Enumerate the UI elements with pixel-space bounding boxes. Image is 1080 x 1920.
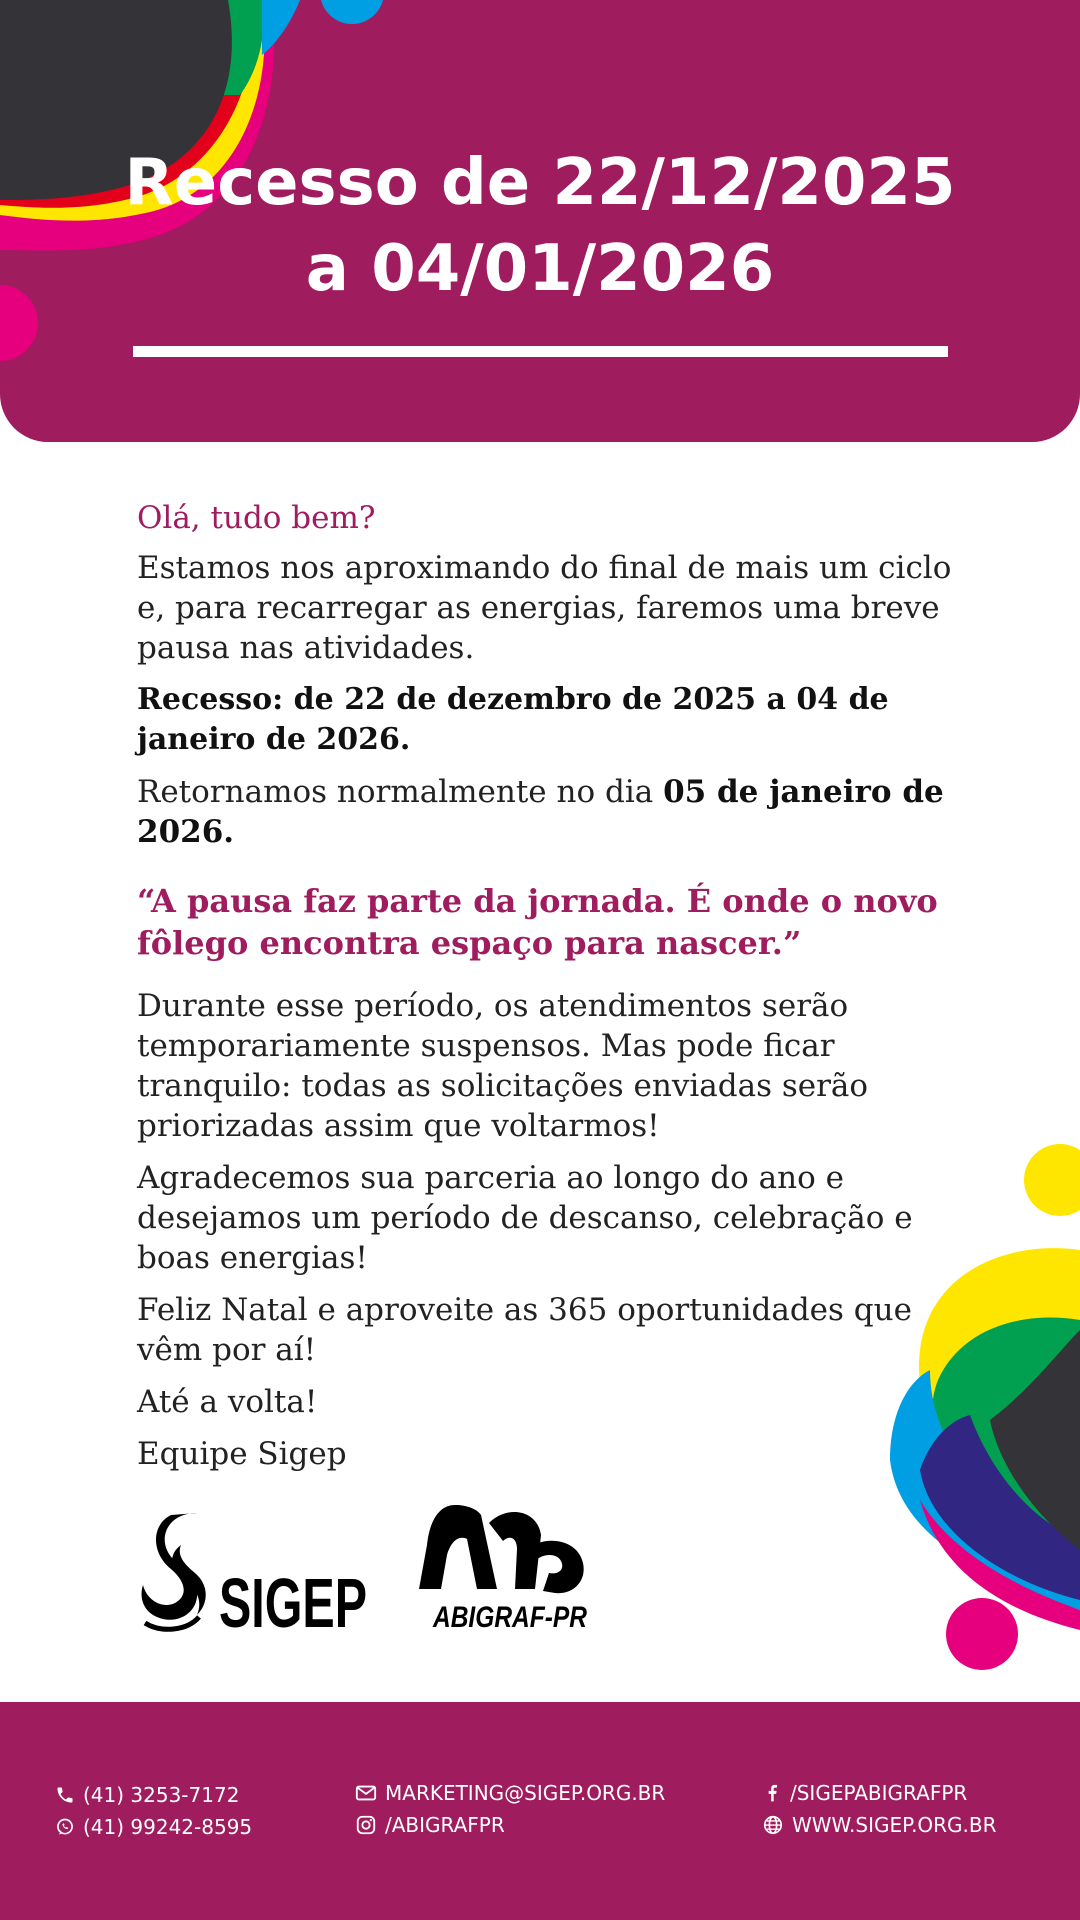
phone-icon	[55, 1785, 75, 1805]
logos	[137, 1505, 737, 1635]
title-line-2: a 04/01/2026	[305, 232, 775, 306]
facebook-link[interactable]	[762, 1777, 997, 1809]
page-title	[0, 140, 1080, 312]
facebook-icon	[762, 1782, 782, 1804]
return-date: 05 de janeiro de 2026.	[137, 774, 944, 850]
quote: “A pausa faz parte da jornada. É onde o novo fôlego encontra espaço para nascer.”	[137, 882, 938, 962]
instagram-icon	[355, 1814, 377, 1836]
header-banner	[0, 0, 1080, 442]
logo-graphics	[137, 1505, 737, 1635]
whatsapp-number: (41) 99242-8595	[83, 1815, 253, 1839]
title-divider	[133, 346, 948, 357]
footer-email-social	[355, 1777, 665, 1841]
footer-web	[762, 1777, 997, 1841]
period-paragraph: Durante esse período, os atendimentos serão temporariamente suspensos. Mas pode ficar tranquilo: todas as solicitações enviadas serão priorizadas assim que voltarmos!	[137, 988, 869, 1144]
footer	[0, 1702, 1080, 1920]
christmas-paragraph: Feliz Natal e aproveite as 365 oportunidades que vêm por aí!	[137, 1292, 912, 1368]
signature: Equipe Sigep	[137, 1436, 347, 1472]
title-line-1: Recesso de 22/12/2025	[124, 146, 956, 220]
message-body	[137, 498, 967, 1486]
globe-icon	[762, 1814, 784, 1836]
email-address: MARKETING@SIGEP.ORG.BR	[385, 1781, 666, 1805]
greeting: Olá, tudo bem?	[137, 500, 376, 536]
side-decoration	[890, 1140, 1080, 1680]
instagram-link[interactable]	[355, 1809, 665, 1841]
return-paragraph	[137, 772, 967, 852]
mail-icon	[355, 1783, 377, 1803]
whatsapp-contact[interactable]	[55, 1811, 252, 1843]
intro-paragraph: Estamos nos aproximando do final de mais um ciclo e, para recarregar as energias, faremos uma breve pausa nas atividades.	[137, 550, 952, 666]
abigraf-logo	[419, 1505, 587, 1634]
whatsapp-icon	[55, 1817, 75, 1837]
email-contact[interactable]	[355, 1777, 665, 1809]
thanks-paragraph: Agradecemos sua parceria ao longo do ano e desejamos um período de descanso, celebração e boas energias!	[137, 1160, 913, 1276]
facebook-handle: /SIGEPABIGRAFPR	[790, 1781, 968, 1805]
website-url: WWW.SIGEP.ORG.BR	[792, 1813, 997, 1837]
footer-phones	[55, 1779, 252, 1843]
instagram-handle: /ABIGRAFPR	[385, 1813, 505, 1837]
phone-number: (41) 3253-7172	[83, 1783, 240, 1807]
sigep-logo	[142, 1513, 367, 1635]
website-link[interactable]	[762, 1809, 997, 1841]
abigraf-wordmark: ABIGRAF-PR	[432, 1601, 588, 1634]
recess-dates: Recesso: de 22 de dezembro de 2025 a 04 de janeiro de 2026.	[137, 682, 889, 757]
phone-contact[interactable]	[55, 1779, 252, 1811]
return-prefix: Retornamos normalmente no dia	[137, 774, 664, 810]
sigep-wordmark: SIGEP	[219, 1564, 367, 1635]
farewell: Até a volta!	[137, 1384, 318, 1420]
